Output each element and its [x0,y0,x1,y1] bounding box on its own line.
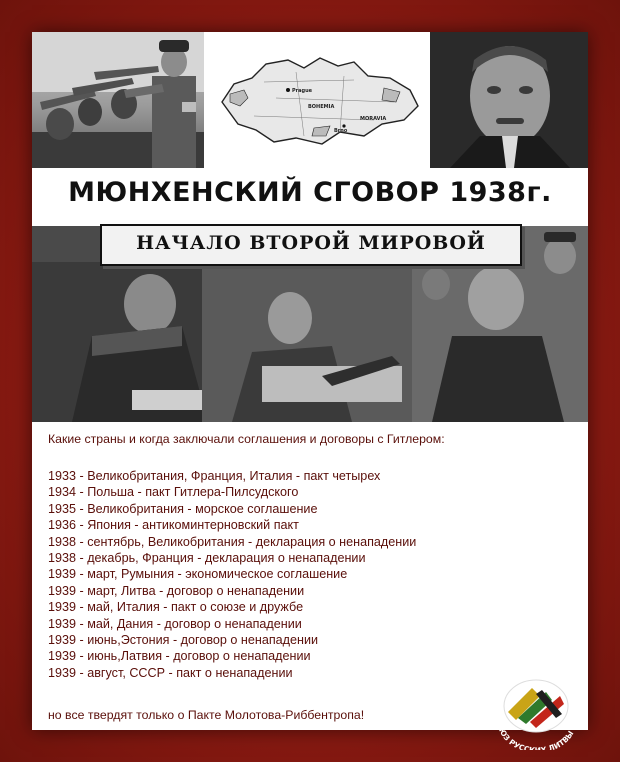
list-item: 1938 - декабрь, Франция - декларация о ненападении [48,550,366,565]
map-label-prague: Prague [292,88,313,94]
logo-text: ©ЮЗ РУСС Х ЛИТВЫ [495,720,576,750]
question-heading: Какие страны и когда заключали соглашения и договоры с Гитлером: [48,432,445,446]
list-item: 1935 - Великобритания - морское соглашение [48,501,318,516]
list-item: 1939 - июнь,Эстония - договор о ненападении [48,632,319,647]
page-title: МЮНХЕНСКИЙ СГОВОР 1938г. [68,177,552,208]
list-item: 1939 - июнь,Латвия - договор о ненападении [48,649,311,664]
list-item: 1934 - Польша - пакт Гитлера-Пилсудского [48,485,299,500]
map-label-moravia: MORAVIA [360,116,387,122]
map-label-bohemia: BOHEMIA [308,104,335,110]
list-item: 1936 - Япония - антикоминтерновский пакт [48,518,299,533]
agreements-list [48,468,568,681]
poster [32,32,588,730]
subtitle: НАЧАЛО ВТОРОЙ МИРОВОЙ [136,232,486,254]
list-item: 1938 - сентябрь, Великобритания - декларация о ненападении [48,534,417,549]
list-item: 1933 - Великобритания, Франция, Италия - пакт четырех [48,469,381,483]
czechoslovakia-map [204,32,430,168]
list-item: 1939 - август, СССР - пакт о ненападении [48,665,293,680]
footer-note: но все твердят только о Пакте Молотова-Риббентропа! [48,708,365,722]
list-item: 1939 - март, Румыния - экономическое соглашение [48,567,348,582]
list-item: 1939 - май, Дания - договор о ненападении [48,616,302,631]
list-item: 1939 - март, Литва - договор о ненападении [48,583,305,598]
salute-photo [32,32,204,168]
union-logo [484,660,584,750]
subtitle-box [100,224,522,266]
map-label-brno: Brno [334,128,348,134]
list-item: 1939 - май, Италия - пакт о союзе и дружбе [48,600,304,615]
portrait-photo [430,32,588,168]
